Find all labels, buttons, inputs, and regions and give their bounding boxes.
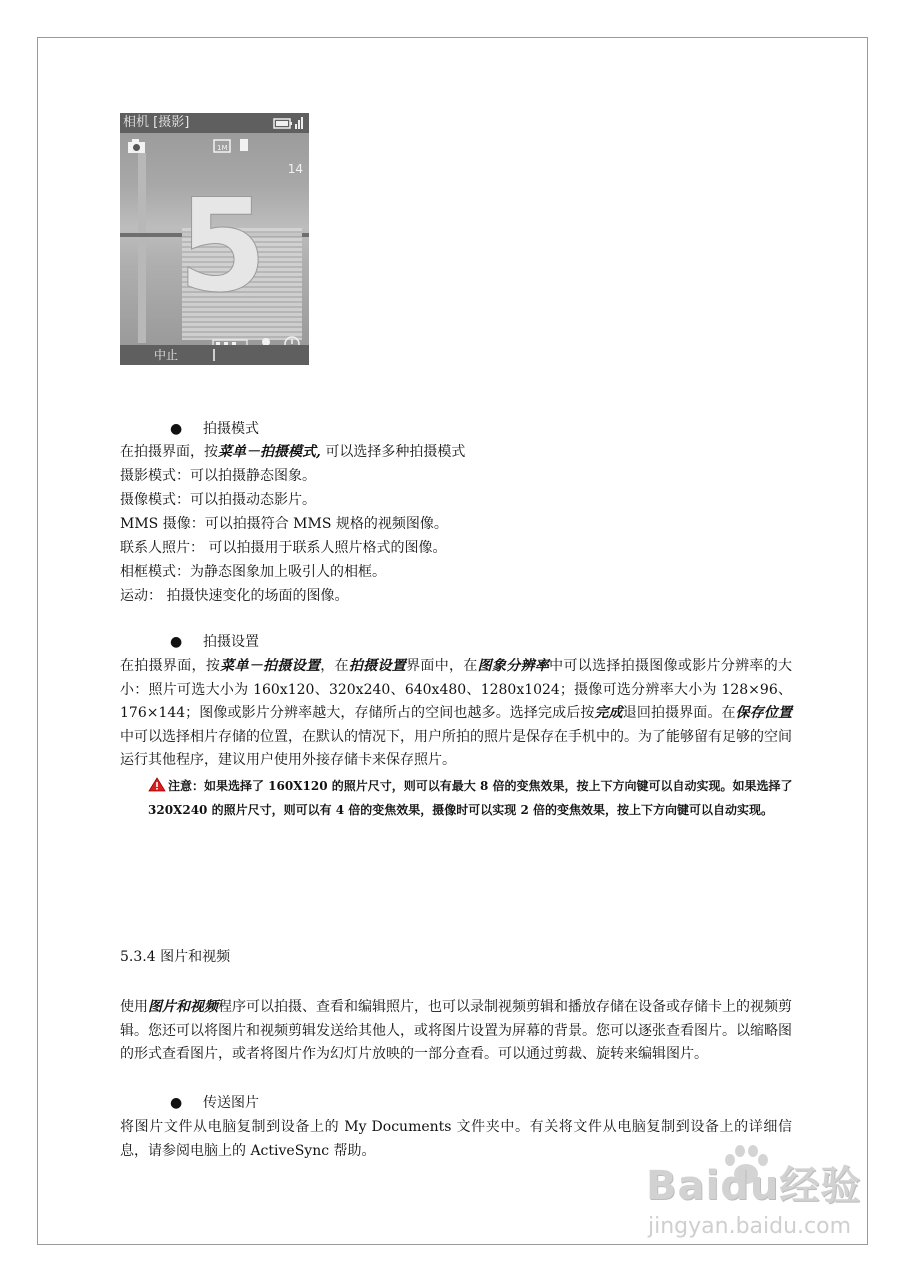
camera-screenshot [120, 113, 309, 365]
bullet-label: 传送图片 [203, 1095, 259, 1111]
shoot-mode-line: 运动： 拍摄快速变化的场面的图像。 [120, 588, 349, 604]
bullet-label: 拍摄设置 [203, 634, 259, 650]
shoot-mode-intro: 在拍摄界面，按菜单－拍摄模式, 可以选择多种拍摄模式 [120, 444, 466, 460]
watermark-brand: Baidu经验 [646, 1163, 862, 1209]
softkey-stop[interactable]: 中止 [154, 348, 179, 362]
bullet-label: 拍摄模式 [203, 421, 259, 437]
shoot-mode-line: MMS 摄像：可以拍摄符合 MMS 规格的视频图像。 [120, 516, 448, 532]
shoot-mode-line: 摄影模式：可以拍摄静态图象。 [120, 468, 316, 484]
bullet-shoot-mode [170, 418, 259, 442]
shoot-settings-paragraph: 在拍摄界面，按菜单－拍摄设置，在拍摄设置界面中，在图象分辨率中可以选择拍摄图像或影片分辨率的大小：照片可选大小为 160x120、320x240、640x480、1280x1024；摄像可选分辨率大小为 128×96、176×144；图像或影片分辨率越大，存储所占的空间也越多。选择完成后按完成退回拍摄界面。在保存位置中可以选择相片存储的位置，在默认的情况下，用户所拍的照片是保存在手机中的。为了能够留有足够的空间运行其他程序，建议用户使用外接存储卡来保存照片。 [120, 658, 793, 769]
resolution-icon [213, 139, 231, 153]
shots-remaining: 14 [287, 162, 303, 176]
shoot-mode-line: 摄像模式：可以拍摄动态影片。 [120, 492, 316, 508]
section-heading: 5.3.4 图片和视频 [120, 949, 231, 965]
shoot-mode-line: 相框模式：为静态图象加上吸引人的相框。 [120, 564, 386, 580]
warning-icon [148, 777, 166, 792]
bullet-shoot-settings [170, 631, 259, 655]
camera-icon [127, 138, 147, 154]
transfer-paragraph: 将图片文件从电脑复制到设备上的 My Documents 文件夹中。有关将文件从电脑复制到设备上的详细信息，请参阅电脑上的 ActiveSync 帮助。 [120, 1119, 792, 1159]
softkey-divider [213, 349, 215, 361]
viewfinder [120, 133, 309, 345]
bullet-transfer [170, 1092, 259, 1116]
watermark-url: jingyan.baidu.com [648, 1214, 852, 1239]
phone-title: 相机 [摄影] [123, 115, 190, 130]
softkey-bar [120, 345, 309, 365]
watermark [640, 1140, 880, 1260]
phone-title-bar [120, 113, 309, 133]
zoom-note: 注意：如果选择了 160X120 的照片尺寸，则可以有最大 8 倍的变焦效果，按上下方向键可以自动实现。如果选择了 320X240 的照片尺寸，则可以有 4 倍的变焦效果，摄像时可以实现 2 倍的变焦效果，按上下方向键可以自动实现。 [148, 779, 793, 817]
storage-icon [239, 138, 249, 152]
pictures-video-paragraph: 使用图片和视频程序可以拍摄、查看和编辑照片，也可以录制视频剪辑和播放存储在设备或存储卡上的视频剪辑。您还可以将图片和视频剪辑发送给其他人，或将图片设置为屏幕的背景。您可以逐张查看图片。以缩略图的形式查看图片，或者将图片作为幻灯片放映的一部分查看。可以通过剪裁、旋转来编辑图片。 [120, 999, 792, 1063]
shoot-mode-line: 联系人照片： 可以拍摄用于联系人照片格式的图像。 [120, 540, 447, 556]
countdown-number: 5 [178, 172, 268, 321]
svg-text:1M: 1M [217, 144, 228, 152]
battery-icon [273, 116, 303, 130]
